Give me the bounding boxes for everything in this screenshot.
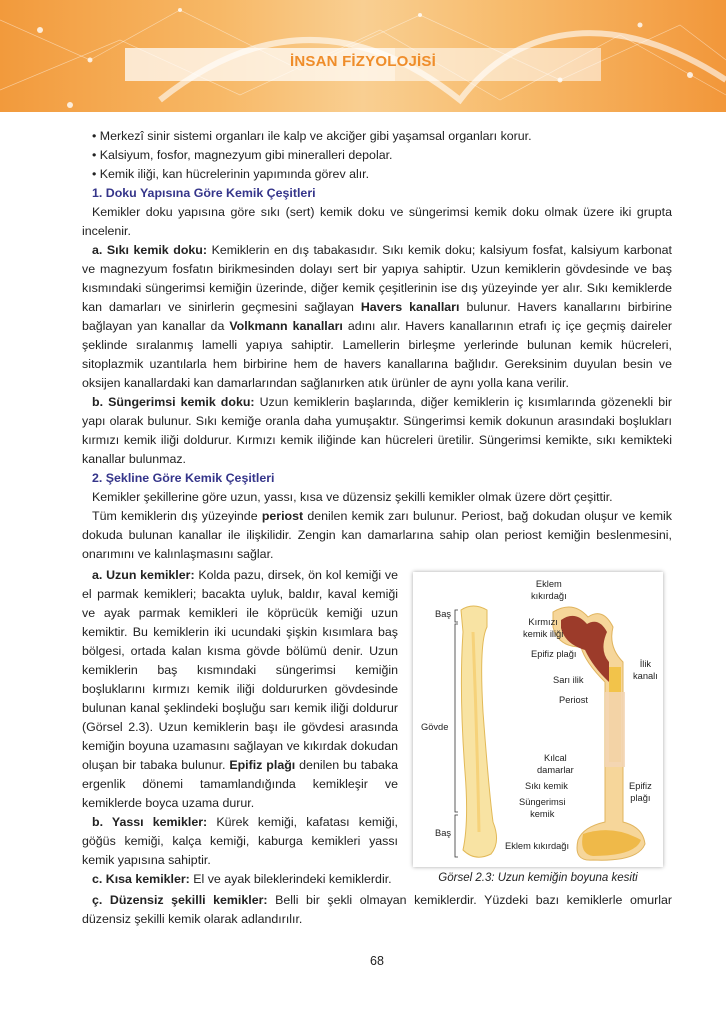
label-capillaries: Kılcal damarlar	[537, 753, 574, 775]
bold-term: Havers kanalları	[360, 300, 460, 314]
label-red-marrow: Kırmızı kemik iliği	[523, 617, 564, 639]
text-run: 1. Doku Yapısına Göre Kemik Çeşitleri	[92, 186, 316, 200]
label-epiphyseal-plate-top: Epifiz plağı	[531, 649, 577, 659]
bold-term: a. Uzun kemikler:	[92, 568, 195, 582]
section-heading	[82, 469, 672, 488]
paragraph	[82, 127, 672, 146]
text-run: Belli bir şekli olmayan kemiklerdir. Yüzdeki bazı kemiklerle omurlar düzensiz şekilli kemik olarak adlandırılır.	[82, 893, 672, 926]
text-run: • Kalsiyum, fosfor, magnezyum gibi mineralleri depolar.	[92, 148, 393, 162]
page-number: 68	[370, 954, 384, 968]
paragraph	[82, 507, 672, 564]
text-run: denilen kemik zarı bulunur. Periost, bağ dokudan oluşur ve kemik dokuda bulunan kanallar ile ilişkilidir. Zengin kan damarlarına sahip olan periost kemiğin beslenmesini, onarımını ve kalınlaşmasını sağlar.	[82, 509, 672, 561]
text-run: Kürek kemiği, kafatası kemiği, göğüs kemiği, kalça kemiği, kaburga kemikleri yassı kemik yapısına sahiptir.	[82, 815, 398, 867]
label-head-top: Baş	[435, 609, 452, 619]
text-run: El ve ayak bileklerindeki kemiklerdir.	[189, 872, 392, 886]
label-articular-cartilage-top: Eklem kıkırdağı	[531, 579, 567, 601]
paragraph	[82, 488, 672, 507]
label-periosteum: Periost	[559, 695, 588, 705]
paragraph	[82, 241, 672, 393]
long-bones-column	[82, 566, 398, 889]
label-epiphyseal-plate-bottom: Epifiz plağı	[629, 781, 652, 803]
label-spongy-bone: Süngerimsi kemik	[519, 797, 566, 819]
label-yellow-marrow: Sarı ilik	[553, 675, 584, 685]
figure-wrapper	[413, 572, 663, 886]
figure-caption: Görsel 2.3: Uzun kemiğin boyuna kesiti	[438, 872, 638, 884]
bold-term: ç. Düzensiz şekilli kemikler:	[92, 893, 268, 907]
paragraph	[82, 203, 672, 241]
text-run: • Merkezî sinir sistemi organları ile kalp ve akciğer gibi yaşamsal organları korur.	[92, 129, 532, 143]
bold-term: Volkmann kanalları	[229, 319, 343, 333]
text-run: denilen bu tabaka ergenlik dönemi tamamlandığında kemikleşir ve kemiklerde boyca uzama durur.	[82, 758, 398, 810]
section-heading	[82, 184, 672, 203]
text-run: bulunur. Havers kanallarını birbirine bağlayan yan kanallar da	[82, 300, 672, 333]
paragraph	[82, 165, 672, 184]
text-run: • Kemik iliği, kan hücrelerinin yapımında görev alır.	[92, 167, 370, 181]
text-run: adını alır. Havers kanallarının etrafı iç içe geçmiş daireler şeklinde sıralanmış lamelli yapıya sahiptir. Lamellerin birleşme yerlerinde bulunan kemik hücreleri, sitoplazmik uzantılarla hem birbirine hem de havers kanallarına bağlıdır. Gereksinim duyulan besin ve oksijen kanallardaki kan damarlarından sağlanırken atık ürünler de aynı yolla kana verilir.	[82, 319, 672, 390]
text-run: 2. Şekline Göre Kemik Çeşitleri	[92, 471, 275, 485]
page-content	[82, 0, 672, 999]
label-medullary-cavity: İlik kanalı	[633, 659, 658, 681]
label-head-bottom: Baş	[435, 828, 452, 838]
bold-term: b. Süngerimsi kemik doku:	[92, 395, 255, 409]
paragraph	[82, 813, 398, 870]
chapter-title: İNSAN FİZYOLOJİSİ	[290, 53, 436, 70]
label-compact-bone: Sıkı kemik	[525, 781, 568, 791]
long-bones-section	[82, 566, 672, 889]
paragraph	[82, 566, 398, 813]
bold-term: periost	[261, 509, 304, 523]
text-run: Uzun kemiklerin başlarında, diğer kemiklerin iç kısımlarında gözenekli bir yapı olarak bulunur. Sıkı kemiğe oranla daha yumuşaktır. Süngerimsi kemik dokunun arasındaki boşlukları kırmızı kemik iliği doldurur. Kırmızı kemik iliğinde kan hücreleri üretilir. Süngerimsi kemikte, sıkı kemikteki kanallar bulunmaz.	[82, 395, 672, 466]
bold-term: b. Yassı kemikler:	[92, 815, 208, 829]
label-articular-cartilage-bottom: Eklem kıkırdağı	[505, 841, 570, 851]
text-run: Kemikler doku yapısına göre sıkı (sert) kemik doku ve süngerimsi kemik doku olmak üzere iki grupta incelenir.	[82, 205, 672, 238]
paragraph	[82, 891, 672, 929]
main-text	[82, 127, 672, 564]
bold-term: Epifiz plağı	[229, 758, 296, 772]
bold-term: c. Kısa kemikler:	[92, 872, 190, 886]
text-run: Kemiklerin en dış tabakasıdır. Sıkı kemik doku; kalsiyum fosfat, kalsiyum karbonat ve magnezyum fosfatın birikmesinden dolayı sert bir yapıya sahiptir. Uzun kemiklerin gövdesinde ve baş kısmındaki süngerimsi kemiğin üzerinde, diğer kemik çeşitlerinin ise dış yüzeyinde yer alır. Sıkı kemiklerde kan damarları ve sinirlerin geçmesini sağlayan	[82, 243, 672, 314]
text-run: Kemikler şekillerine göre uzun, yassı, kısa ve düzensiz şekilli kemikler olmak üzere dört çeşittir.	[92, 490, 613, 504]
text-run: Kolda pazu, dirsek, ön kol kemiği ve el parmak kemikleri; bacakta uyluk, baldır, kaval kemiği ve ayak parmak kemikleri ile köprücük kemiği uzun kemiktir. Bu kemiklerin iki ucundaki şişkin kısımlara baş bölgesi, ortada kalan kısma gövde bölümü denir. Uzun kemiklerin baş kısmındaki süngerimsi kemiğin boşluklarını kırmızı kemik iliği doldururken gövdesinde bulunan kanal şeklindeki boşluğu sarı kemik iliği doldurur (Görsel 2.3). Uzun kemiklerin başı ile gövdesi arasında kemiğin boyuna uzamasını sağlayan ve kıkırdak dokudan oluşan bir tabaka bulunur.	[82, 568, 398, 772]
paragraph	[82, 146, 672, 165]
bold-term: a. Sıkı kemik doku:	[92, 243, 207, 257]
text-run: Tüm kemiklerin dış yüzeyinde	[92, 509, 262, 523]
paragraph	[82, 870, 398, 889]
long-bone-figure	[413, 572, 663, 867]
irregular-bones-text	[82, 891, 672, 929]
paragraph	[82, 393, 672, 469]
label-shaft: Gövde	[421, 722, 449, 732]
